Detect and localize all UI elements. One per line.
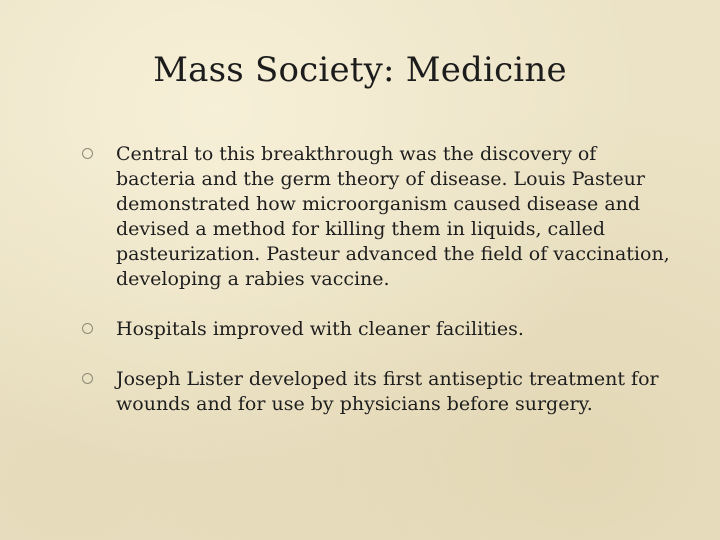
bullet-circle-icon [82, 323, 93, 334]
bullet-item [80, 317, 670, 342]
slide-title: Mass Society: Medicine [153, 50, 567, 90]
bullet-text: Central to this breakthrough was the discovery of bacteria and the germ theory of disease. Louis Pasteur demonstrated how microorganism caused disease and devised a method for killing them in liquids, called pasteurization. Pasteur advanced the field of vaccination, developing a rabies vaccine. [116, 143, 670, 290]
bullet-item [80, 367, 670, 417]
bullet-item [80, 142, 670, 292]
bullet-circle-icon [82, 373, 93, 384]
bullet-text: Joseph Lister developed its first antiseptic treatment for wounds and for use by physicians before surgery. [116, 368, 659, 415]
bullet-list [80, 142, 670, 442]
bullet-circle-icon [82, 148, 93, 159]
bullet-text: Hospitals improved with cleaner facilities. [116, 318, 524, 340]
